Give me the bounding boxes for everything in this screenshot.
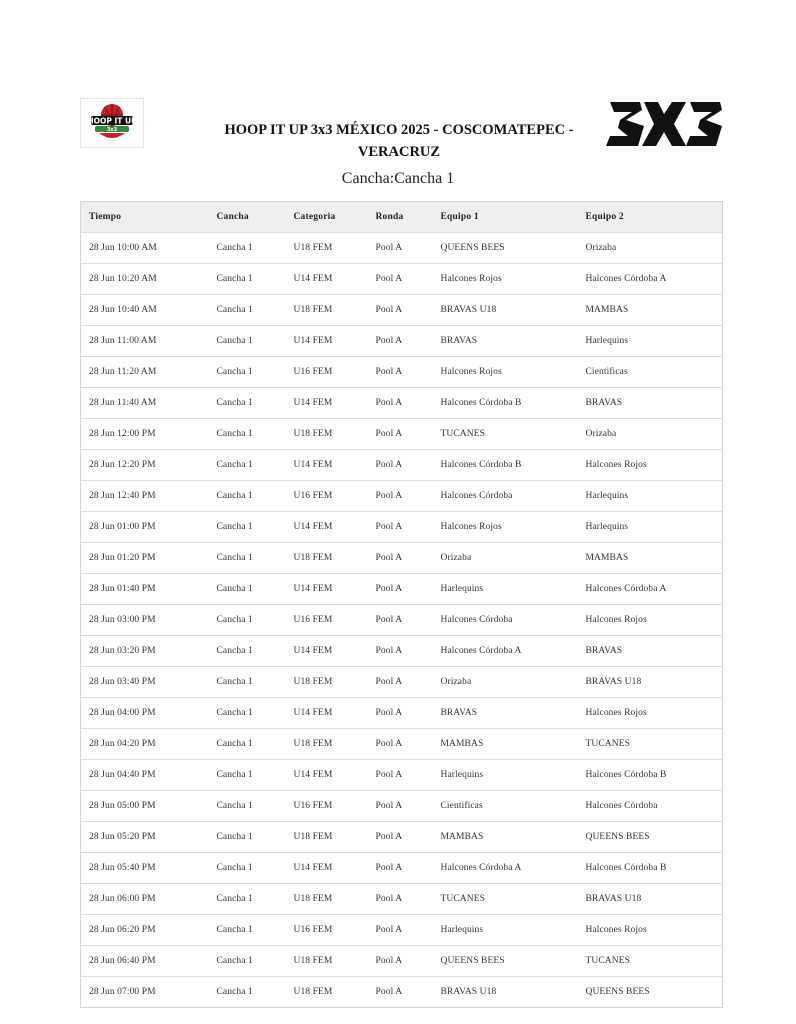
- court-label: Cancha:Cancha 1: [341, 170, 455, 187]
- column-header-tiempo: Tiempo: [89, 212, 122, 222]
- cell-ronda: Pool A: [368, 791, 433, 822]
- cell-equipo-1: Halcones Rojos: [433, 357, 578, 388]
- cell-cancha: Cancha 1: [209, 388, 286, 419]
- cell-categoria: U14 FEM: [286, 512, 368, 543]
- cell-categoria: U14 FEM: [286, 450, 368, 481]
- cell-ronda: Pool A: [368, 295, 433, 326]
- hoop-it-up-logo-icon: [85, 101, 139, 145]
- cell-tiempo: 28 Jun 11:40 AM: [81, 388, 209, 419]
- cell-categoria: U16 FEM: [286, 791, 368, 822]
- cell-cancha: Cancha 1: [209, 729, 286, 760]
- table-row: [81, 481, 723, 512]
- cell-tiempo: 28 Jun 05:00 PM: [81, 791, 209, 822]
- table-row: [81, 388, 723, 419]
- cell-ronda: Pool A: [368, 667, 433, 698]
- cell-equipo-1: BRAVAS U18: [433, 977, 578, 1008]
- cell-tiempo: 28 Jun 07:00 PM: [81, 977, 209, 1008]
- cell-equipo-1: QUEENS BEES: [433, 946, 578, 977]
- schedule-table: [80, 201, 723, 1008]
- cell-cancha: Cancha 1: [209, 853, 286, 884]
- cell-tiempo: 28 Jun 06:20 PM: [81, 915, 209, 946]
- cell-tiempo: 28 Jun 04:00 PM: [81, 698, 209, 729]
- cell-ronda: Pool A: [368, 388, 433, 419]
- cell-equipo-2: BRAVAS U18: [578, 884, 723, 915]
- table-row: [81, 946, 723, 977]
- cell-ronda: Pool A: [368, 698, 433, 729]
- cell-cancha: Cancha 1: [209, 574, 286, 605]
- cell-categoria: U18 FEM: [286, 977, 368, 1008]
- cell-equipo-2: Halcones Córdoba: [578, 791, 723, 822]
- cell-categoria: U18 FEM: [286, 543, 368, 574]
- table-row: [81, 853, 723, 884]
- cell-ronda: Pool A: [368, 512, 433, 543]
- cell-ronda: Pool A: [368, 977, 433, 1008]
- cell-equipo-1: Halcones Córdoba A: [433, 636, 578, 667]
- cell-equipo-2: Halcones Rojos: [578, 605, 723, 636]
- cell-categoria: U18 FEM: [286, 946, 368, 977]
- cell-equipo-1: Halcones Córdoba B: [433, 450, 578, 481]
- cell-equipo-1: Harlequins: [433, 915, 578, 946]
- cell-ronda: Pool A: [368, 357, 433, 388]
- cell-categoria: U14 FEM: [286, 698, 368, 729]
- cell-ronda: Pool A: [368, 729, 433, 760]
- cell-equipo-2: MAMBAS: [578, 295, 723, 326]
- cell-ronda: Pool A: [368, 884, 433, 915]
- hoop-it-up-logo: [80, 98, 144, 148]
- schedule-table-wrapper: [80, 201, 722, 1008]
- table-row: [81, 543, 723, 574]
- cell-cancha: Cancha 1: [209, 667, 286, 698]
- table-row: [81, 822, 723, 853]
- cell-equipo-2: Halcones Córdoba B: [578, 853, 723, 884]
- cell-tiempo: 28 Jun 12:40 PM: [81, 481, 209, 512]
- cell-categoria: U14 FEM: [286, 326, 368, 357]
- cell-tiempo: 28 Jun 10:40 AM: [81, 295, 209, 326]
- cell-equipo-2: BRAVAS: [578, 388, 723, 419]
- cell-equipo-1: BRAVAS: [433, 698, 578, 729]
- cell-cancha: Cancha 1: [209, 295, 286, 326]
- cell-tiempo: 28 Jun 10:00 AM: [81, 233, 209, 264]
- cell-ronda: Pool A: [368, 760, 433, 791]
- cell-tiempo: 28 Jun 12:00 PM: [81, 419, 209, 450]
- table-row: [81, 636, 723, 667]
- cell-ronda: Pool A: [368, 574, 433, 605]
- cell-equipo-1: Halcones Córdoba: [433, 481, 578, 512]
- column-header-ronda: Ronda: [375, 212, 404, 222]
- cell-cancha: Cancha 1: [209, 791, 286, 822]
- cell-ronda: Pool A: [368, 326, 433, 357]
- cell-tiempo: 28 Jun 01:40 PM: [81, 574, 209, 605]
- cell-equipo-2: Cientificas: [578, 357, 723, 388]
- cell-cancha: Cancha 1: [209, 605, 286, 636]
- cell-categoria: U14 FEM: [286, 574, 368, 605]
- cell-ronda: Pool A: [368, 636, 433, 667]
- cell-ronda: Pool A: [368, 543, 433, 574]
- cell-ronda: Pool A: [368, 605, 433, 636]
- cell-tiempo: 28 Jun 06:00 PM: [81, 884, 209, 915]
- table-row: [81, 977, 723, 1008]
- cell-equipo-2: Orizaba: [578, 419, 723, 450]
- cell-categoria: U18 FEM: [286, 884, 368, 915]
- cell-cancha: Cancha 1: [209, 450, 286, 481]
- cell-equipo-2: Harlequins: [578, 512, 723, 543]
- cell-tiempo: 28 Jun 05:20 PM: [81, 822, 209, 853]
- table-row: [81, 698, 723, 729]
- cell-tiempo: 28 Jun 01:20 PM: [81, 543, 209, 574]
- table-body: [81, 233, 723, 1008]
- cell-equipo-2: Halcones Córdoba A: [578, 264, 723, 295]
- page-title: HOOP IT UP 3x3 MÉXICO 2025 - COSCOMATEPEC - VERACRUZ: [224, 122, 574, 160]
- cell-equipo-1: Orizaba: [433, 667, 578, 698]
- cell-ronda: Pool A: [368, 264, 433, 295]
- cell-ronda: Pool A: [368, 233, 433, 264]
- cell-ronda: Pool A: [368, 481, 433, 512]
- cell-equipo-2: BRAVAS U18: [578, 667, 723, 698]
- table-row: [81, 295, 723, 326]
- cell-equipo-2: Halcones Rojos: [578, 450, 723, 481]
- cell-categoria: U18 FEM: [286, 729, 368, 760]
- cell-ronda: Pool A: [368, 946, 433, 977]
- cell-categoria: U14 FEM: [286, 388, 368, 419]
- cell-ronda: Pool A: [368, 915, 433, 946]
- table-row: [81, 419, 723, 450]
- cell-tiempo: 28 Jun 12:20 PM: [81, 450, 209, 481]
- cell-cancha: Cancha 1: [209, 822, 286, 853]
- cell-cancha: Cancha 1: [209, 543, 286, 574]
- column-header-equipo-1: Equipo 1: [440, 212, 479, 222]
- cell-equipo-1: Cientificas: [433, 791, 578, 822]
- fiba-3x3-logo: [604, 96, 724, 152]
- column-header-categoria: Categoria: [293, 212, 336, 222]
- cell-tiempo: 28 Jun 10:20 AM: [81, 264, 209, 295]
- table-row: [81, 357, 723, 388]
- cell-tiempo: 28 Jun 03:20 PM: [81, 636, 209, 667]
- cell-equipo-1: Halcones Córdoba: [433, 605, 578, 636]
- cell-equipo-2: Halcones Rojos: [578, 915, 723, 946]
- cell-categoria: U18 FEM: [286, 295, 368, 326]
- cell-cancha: Cancha 1: [209, 233, 286, 264]
- table-row: [81, 233, 723, 264]
- cell-categoria: U16 FEM: [286, 605, 368, 636]
- cell-equipo-1: Harlequins: [433, 574, 578, 605]
- cell-equipo-1: TUCANES: [433, 884, 578, 915]
- cell-tiempo: 28 Jun 11:00 AM: [81, 326, 209, 357]
- cell-categoria: U16 FEM: [286, 481, 368, 512]
- fiba-3x3-logo-icon: [604, 96, 724, 152]
- table-header: [81, 202, 723, 233]
- svg-text:3x3: 3x3: [106, 127, 118, 133]
- cell-equipo-1: BRAVAS: [433, 326, 578, 357]
- cell-equipo-2: TUCANES: [578, 729, 723, 760]
- cell-equipo-1: TUCANES: [433, 419, 578, 450]
- cell-cancha: Cancha 1: [209, 977, 286, 1008]
- table-row: [81, 450, 723, 481]
- cell-tiempo: 28 Jun 11:20 AM: [81, 357, 209, 388]
- cell-ronda: Pool A: [368, 419, 433, 450]
- cell-categoria: U14 FEM: [286, 760, 368, 791]
- cell-cancha: Cancha 1: [209, 760, 286, 791]
- cell-cancha: Cancha 1: [209, 512, 286, 543]
- svg-text:HOOP IT UP: HOOP IT UP: [87, 116, 137, 126]
- table-row: [81, 791, 723, 822]
- cell-categoria: U14 FEM: [286, 636, 368, 667]
- cell-cancha: Cancha 1: [209, 915, 286, 946]
- cell-tiempo: 28 Jun 04:20 PM: [81, 729, 209, 760]
- cell-ronda: Pool A: [368, 450, 433, 481]
- cell-equipo-2: Halcones Córdoba A: [578, 574, 723, 605]
- cell-categoria: U18 FEM: [286, 667, 368, 698]
- table-row: [81, 264, 723, 295]
- cell-tiempo: 28 Jun 04:40 PM: [81, 760, 209, 791]
- column-header-cancha: Cancha: [216, 212, 249, 222]
- cell-cancha: Cancha 1: [209, 481, 286, 512]
- cell-cancha: Cancha 1: [209, 946, 286, 977]
- cell-categoria: U14 FEM: [286, 264, 368, 295]
- cell-equipo-1: QUEENS BEES: [433, 233, 578, 264]
- cell-cancha: Cancha 1: [209, 419, 286, 450]
- cell-equipo-2: Orizaba: [578, 233, 723, 264]
- cell-tiempo: 28 Jun 06:40 PM: [81, 946, 209, 977]
- cell-cancha: Cancha 1: [209, 357, 286, 388]
- cell-ronda: Pool A: [368, 853, 433, 884]
- cell-tiempo: 28 Jun 03:40 PM: [81, 667, 209, 698]
- cell-equipo-2: Harlequins: [578, 481, 723, 512]
- cell-equipo-1: Halcones Córdoba A: [433, 853, 578, 884]
- table-row: [81, 326, 723, 357]
- table-row: [81, 729, 723, 760]
- cell-cancha: Cancha 1: [209, 636, 286, 667]
- cell-categoria: U18 FEM: [286, 822, 368, 853]
- cell-cancha: Cancha 1: [209, 698, 286, 729]
- cell-equipo-2: Halcones Rojos: [578, 698, 723, 729]
- cell-equipo-2: TUCANES: [578, 946, 723, 977]
- cell-cancha: Cancha 1: [209, 264, 286, 295]
- table-row: [81, 915, 723, 946]
- table-row: [81, 760, 723, 791]
- table-row: [81, 574, 723, 605]
- cell-equipo-1: Halcones Rojos: [433, 264, 578, 295]
- cell-equipo-2: Harlequins: [578, 326, 723, 357]
- cell-cancha: Cancha 1: [209, 884, 286, 915]
- cell-equipo-1: MAMBAS: [433, 822, 578, 853]
- table-header-row: [81, 202, 723, 233]
- cell-categoria: U16 FEM: [286, 915, 368, 946]
- table-row: [81, 512, 723, 543]
- cell-equipo-1: MAMBAS: [433, 729, 578, 760]
- table-row: [81, 605, 723, 636]
- cell-equipo-2: QUEENS BEES: [578, 977, 723, 1008]
- cell-equipo-1: BRAVAS U18: [433, 295, 578, 326]
- cell-categoria: U18 FEM: [286, 419, 368, 450]
- cell-tiempo: 28 Jun 01:00 PM: [81, 512, 209, 543]
- cell-equipo-1: Orizaba: [433, 543, 578, 574]
- cell-equipo-1: Halcones Córdoba B: [433, 388, 578, 419]
- cell-equipo-2: Halcones Córdoba B: [578, 760, 723, 791]
- column-header-equipo-2: Equipo 2: [585, 212, 624, 222]
- cell-categoria: U18 FEM: [286, 233, 368, 264]
- cell-equipo-2: BRAVAS: [578, 636, 723, 667]
- table-row: [81, 884, 723, 915]
- cell-categoria: U14 FEM: [286, 853, 368, 884]
- table-row: [81, 667, 723, 698]
- cell-equipo-1: Halcones Rojos: [433, 512, 578, 543]
- cell-ronda: Pool A: [368, 822, 433, 853]
- cell-cancha: Cancha 1: [209, 326, 286, 357]
- cell-equipo-1: Harlequins: [433, 760, 578, 791]
- cell-tiempo: 28 Jun 03:00 PM: [81, 605, 209, 636]
- cell-equipo-2: MAMBAS: [578, 543, 723, 574]
- cell-categoria: U16 FEM: [286, 357, 368, 388]
- cell-tiempo: 28 Jun 05:40 PM: [81, 853, 209, 884]
- cell-equipo-2: QUEENS BEES: [578, 822, 723, 853]
